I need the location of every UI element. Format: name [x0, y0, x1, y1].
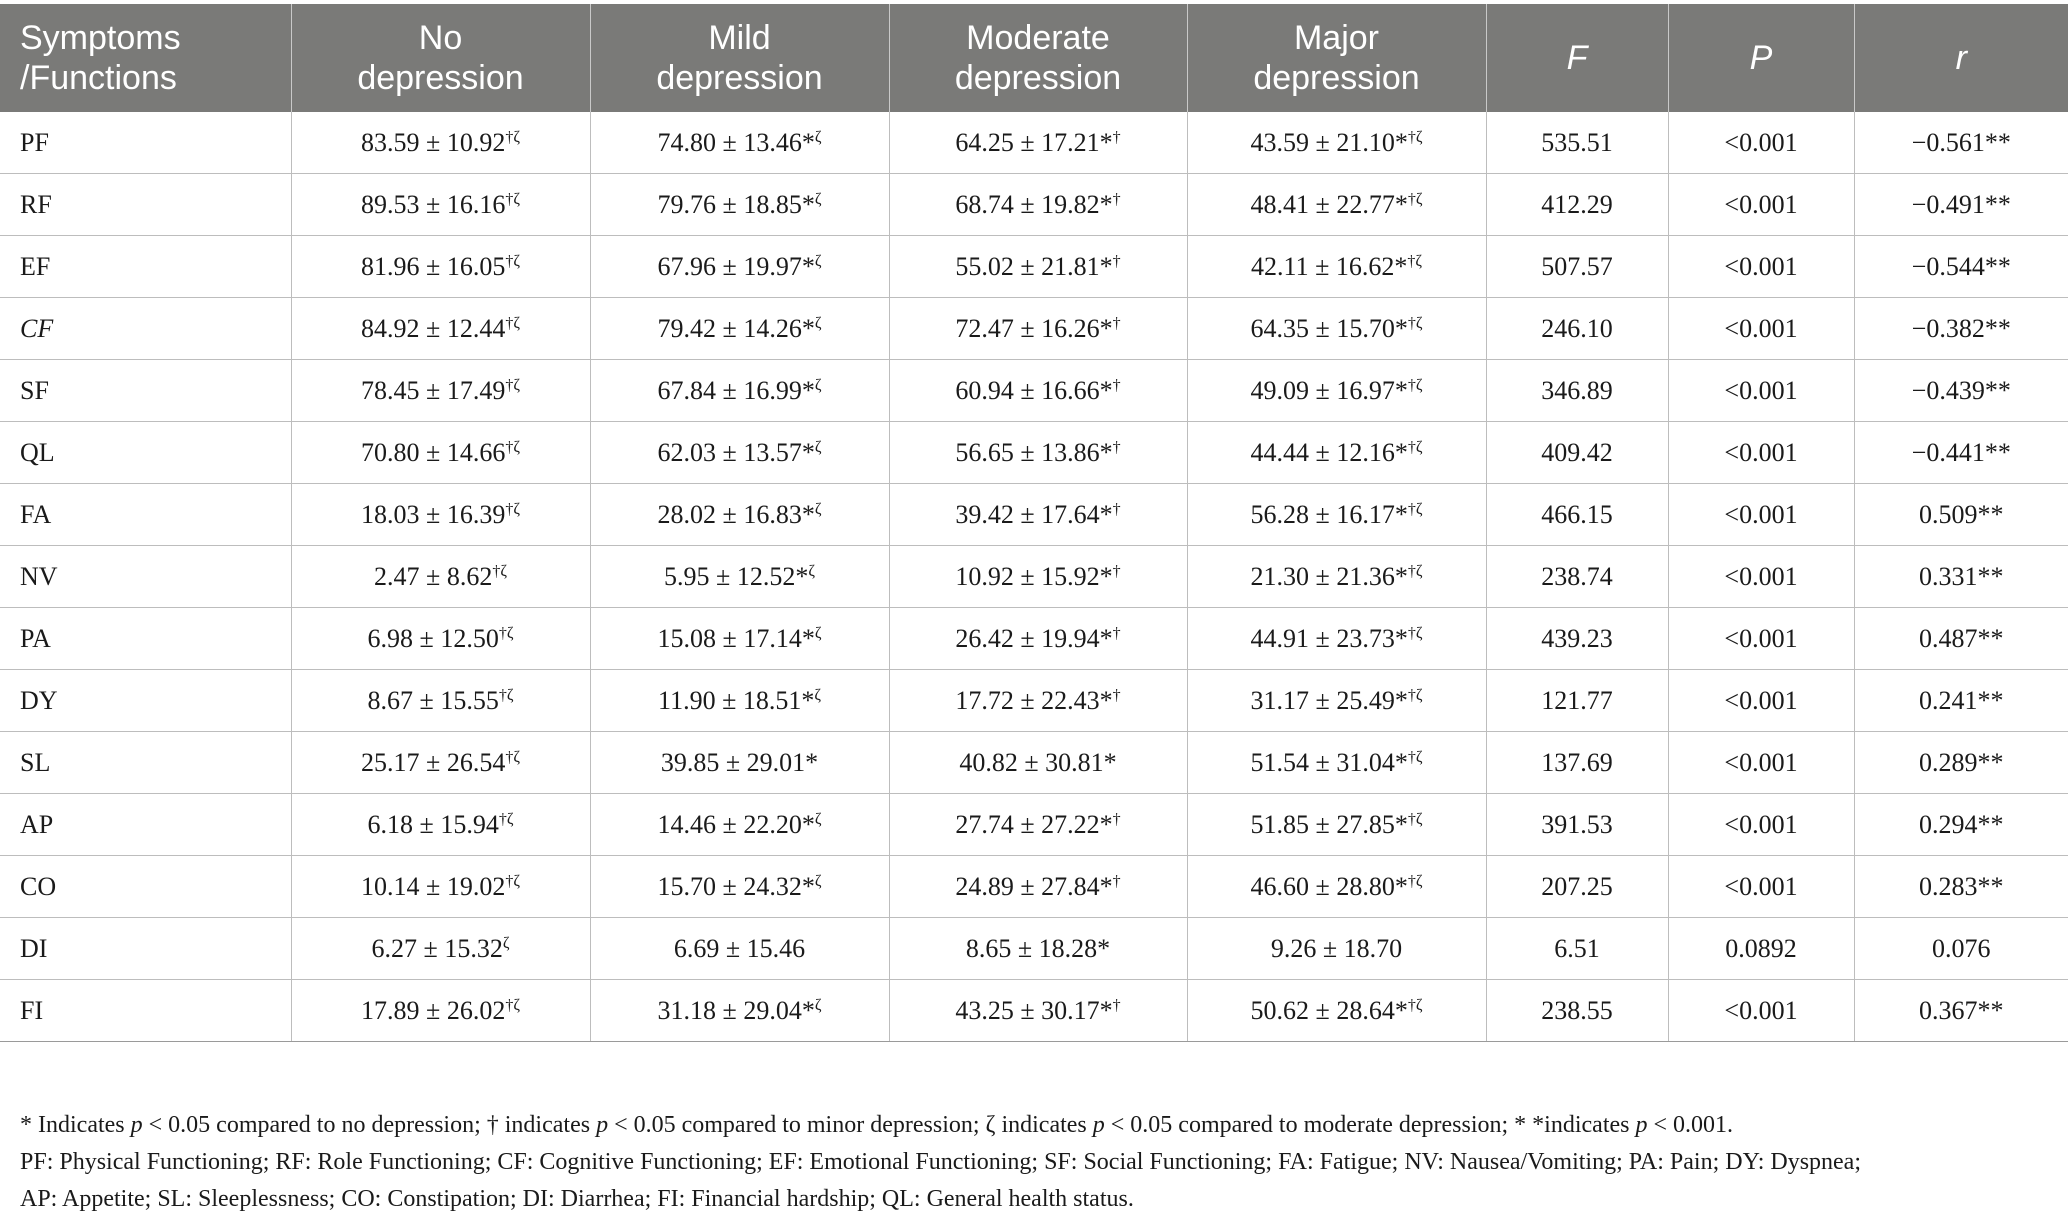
- f-value-cell: 207.25: [1486, 856, 1668, 918]
- results-table: [0, 4, 2068, 1042]
- mean-sd-value: 43.59 ± 21.10*: [1250, 127, 1408, 157]
- mean-sd-value: 17.72 ± 22.43*: [955, 685, 1113, 715]
- significance-marker: †: [1112, 438, 1121, 456]
- mean-sd-value: 51.54 ± 31.04*: [1250, 747, 1408, 777]
- mean-sd-value: 15.08 ± 17.14*: [657, 623, 815, 653]
- f-value-cell: 535.51: [1486, 112, 1668, 174]
- mean-sd-value: 72.47 ± 16.26*: [955, 313, 1113, 343]
- row-label: PF: [0, 112, 291, 174]
- significance-marker: †: [1112, 252, 1121, 270]
- value-cell: [291, 298, 590, 360]
- mean-sd-value: 62.03 ± 13.57*: [657, 437, 815, 467]
- mean-sd-value: 44.44 ± 12.16*: [1250, 437, 1408, 467]
- mean-sd-value: 79.42 ± 14.26*: [657, 313, 815, 343]
- value-cell: [1187, 608, 1486, 670]
- significance-marker: ζ: [814, 624, 822, 642]
- mean-sd-value: 55.02 ± 21.81*: [955, 251, 1113, 281]
- row-label: DI: [0, 918, 291, 980]
- significance-marker: †: [1112, 996, 1121, 1014]
- value-cell: [590, 422, 889, 484]
- mean-sd-value: 43.25 ± 30.17*: [955, 995, 1113, 1025]
- value-cell: [889, 732, 1187, 794]
- p-value-cell: <0.001: [1668, 608, 1854, 670]
- value-cell: [889, 794, 1187, 856]
- mean-sd-value: 89.53 ± 16.16: [361, 189, 506, 219]
- f-value-cell: 137.69: [1486, 732, 1668, 794]
- significance-marker: †ζ: [505, 748, 520, 766]
- table-row: [0, 794, 2068, 856]
- row-label: SL: [0, 732, 291, 794]
- mean-sd-value: 10.92 ± 15.92*: [955, 561, 1113, 591]
- significance-marker: ζ: [814, 686, 821, 704]
- significance-marker: ζ: [814, 128, 822, 146]
- significance-marker: †ζ: [1407, 996, 1423, 1014]
- header-text-line: depression: [656, 59, 823, 97]
- f-value-cell: 121.77: [1486, 670, 1668, 732]
- significance-marker: †: [1112, 686, 1121, 704]
- value-cell: [291, 484, 590, 546]
- mean-sd-value: 68.74 ± 19.82*: [955, 189, 1113, 219]
- row-label: AP: [0, 794, 291, 856]
- value-cell: [291, 112, 590, 174]
- p-value-cell: <0.001: [1668, 732, 1854, 794]
- table-row: [0, 360, 2068, 422]
- row-label: CF: [0, 298, 291, 360]
- value-cell: [889, 918, 1187, 980]
- value-cell: [590, 546, 889, 608]
- f-value-cell: 246.10: [1486, 298, 1668, 360]
- value-cell: [1187, 732, 1486, 794]
- footnote-italic-p: p: [1635, 1112, 1648, 1138]
- mean-sd-value: 6.69 ± 15.46: [673, 933, 806, 963]
- table-row: [0, 670, 2068, 732]
- mean-sd-value: 81.96 ± 16.05: [361, 251, 506, 281]
- mean-sd-value: 56.65 ± 13.86*: [955, 437, 1113, 467]
- mean-sd-value: 21.30 ± 21.36*: [1250, 561, 1408, 591]
- value-cell: [291, 546, 590, 608]
- header-text-line: depression: [357, 59, 524, 97]
- mean-sd-value: 6.18 ± 15.94: [367, 809, 499, 839]
- significance-marker: †ζ: [505, 376, 520, 394]
- header-moderate-depression: [889, 4, 1187, 112]
- mean-sd-value: 40.82 ± 30.81*: [959, 747, 1117, 777]
- significance-marker: †: [1112, 190, 1121, 208]
- significance-marker: †ζ: [498, 686, 514, 704]
- footnote-text: * Indicates: [20, 1112, 131, 1138]
- header-text-line: F: [1566, 39, 1588, 77]
- value-cell: [889, 112, 1187, 174]
- value-cell: [291, 918, 590, 980]
- significance-marker: †ζ: [1407, 314, 1423, 332]
- value-cell: [1187, 484, 1486, 546]
- significance-marker: †: [1112, 624, 1121, 642]
- value-cell: [590, 236, 889, 298]
- value-cell: [1187, 794, 1486, 856]
- significance-marker: †ζ: [1407, 810, 1423, 828]
- value-cell: [590, 174, 889, 236]
- value-cell: [1187, 856, 1486, 918]
- mean-sd-value: 60.94 ± 16.66*: [955, 375, 1113, 405]
- significance-marker: ζ: [808, 562, 815, 580]
- value-cell: [889, 174, 1187, 236]
- mean-sd-value: 14.46 ± 22.20*: [657, 809, 815, 839]
- f-value-cell: 346.89: [1486, 360, 1668, 422]
- mean-sd-value: 31.17 ± 25.49*: [1250, 685, 1408, 715]
- p-value-cell: <0.001: [1668, 794, 1854, 856]
- r-value-cell: 0.076: [1854, 918, 2068, 980]
- table-row: [0, 918, 2068, 980]
- table-row: [0, 298, 2068, 360]
- row-label: DY: [0, 670, 291, 732]
- r-value-cell: 0.283**: [1854, 856, 2068, 918]
- significance-marker: †ζ: [1407, 624, 1423, 642]
- mean-sd-value: 18.03 ± 16.39: [361, 499, 506, 529]
- value-cell: [291, 670, 590, 732]
- header-text-line: depression: [1253, 59, 1420, 97]
- value-cell: [1187, 918, 1486, 980]
- r-value-cell: −0.439**: [1854, 360, 2068, 422]
- significance-marker: †ζ: [505, 252, 520, 270]
- value-cell: [590, 112, 889, 174]
- row-label: PA: [0, 608, 291, 670]
- r-value-cell: 0.294**: [1854, 794, 2068, 856]
- mean-sd-value: 49.09 ± 16.97*: [1250, 375, 1408, 405]
- row-label: FA: [0, 484, 291, 546]
- p-value-cell: <0.001: [1668, 856, 1854, 918]
- mean-sd-value: 48.41 ± 22.77*: [1250, 189, 1408, 219]
- r-value-cell: −0.561**: [1854, 112, 2068, 174]
- significance-marker: †ζ: [1407, 872, 1423, 890]
- table-row: [0, 732, 2068, 794]
- mean-sd-value: 2.47 ± 8.62: [374, 561, 493, 591]
- mean-sd-value: 10.14 ± 19.02: [361, 871, 506, 901]
- mean-sd-value: 39.42 ± 17.64*: [955, 499, 1113, 529]
- f-value-cell: 409.42: [1486, 422, 1668, 484]
- value-cell: [291, 422, 590, 484]
- r-value-cell: 0.331**: [1854, 546, 2068, 608]
- mean-sd-value: 8.65 ± 18.28*: [965, 933, 1111, 963]
- header-text-line: No: [418, 19, 463, 57]
- mean-sd-value: 31.18 ± 29.04*: [657, 995, 815, 1025]
- footnote-abbreviations-1: PF: Physical Functioning; RF: Role Functioning; CF: Cognitive Functioning; EF: Emotional Functioning; SF: Social Functioning; FA: Fatigue; NV: Nausea/Vomiting; PA: Pain; DY: Dyspnea;: [20, 1149, 1862, 1175]
- value-cell: [889, 546, 1187, 608]
- significance-marker: †ζ: [1407, 438, 1423, 456]
- value-cell: [889, 360, 1187, 422]
- significance-marker: †: [1112, 500, 1121, 518]
- row-label: RF: [0, 174, 291, 236]
- mean-sd-value: 39.85 ± 29.01*: [660, 747, 819, 777]
- p-value-cell: <0.001: [1668, 484, 1854, 546]
- significance-marker: †: [1112, 376, 1121, 394]
- value-cell: [590, 980, 889, 1042]
- value-cell: [1187, 360, 1486, 422]
- value-cell: [1187, 112, 1486, 174]
- value-cell: [291, 732, 590, 794]
- mean-sd-value: 83.59 ± 10.92: [361, 127, 506, 157]
- header-text-line: Moderate: [966, 19, 1110, 57]
- footnote-italic-p: p: [1092, 1112, 1105, 1138]
- value-cell: [1187, 174, 1486, 236]
- footnote-text: < 0.05 compared to minor depression; ζ indicates: [608, 1112, 1093, 1138]
- significance-marker: ζ: [502, 934, 510, 952]
- significance-marker: †ζ: [505, 500, 520, 518]
- header-mild-depression: [590, 4, 889, 112]
- value-cell: [590, 918, 889, 980]
- row-label: FI: [0, 980, 291, 1042]
- p-value-cell: <0.001: [1668, 546, 1854, 608]
- table-row: [0, 856, 2068, 918]
- p-value-cell: <0.001: [1668, 236, 1854, 298]
- table-footnotes: [20, 1107, 2050, 1218]
- mean-sd-value: 64.25 ± 17.21*: [955, 127, 1113, 157]
- value-cell: [1187, 546, 1486, 608]
- header-text-line: Major: [1293, 19, 1380, 57]
- value-cell: [1187, 298, 1486, 360]
- mean-sd-value: 8.67 ± 15.55: [367, 685, 499, 715]
- value-cell: [590, 856, 889, 918]
- p-value-cell: <0.001: [1668, 112, 1854, 174]
- table-row: [0, 608, 2068, 670]
- value-cell: [590, 608, 889, 670]
- header-text-line: /Functions: [20, 59, 177, 97]
- table-row: [0, 546, 2068, 608]
- mean-sd-value: 70.80 ± 14.66: [361, 437, 506, 467]
- r-value-cell: 0.241**: [1854, 670, 2068, 732]
- f-value-cell: 6.51: [1486, 918, 1668, 980]
- value-cell: [590, 670, 889, 732]
- header-r: [1854, 4, 2068, 112]
- value-cell: [291, 360, 590, 422]
- significance-marker: †: [1112, 128, 1121, 146]
- value-cell: [291, 794, 590, 856]
- value-cell: [1187, 980, 1486, 1042]
- mean-sd-value: 27.74 ± 27.22*: [955, 809, 1113, 839]
- mean-sd-value: 44.91 ± 23.73*: [1250, 623, 1408, 653]
- f-value-cell: 507.57: [1486, 236, 1668, 298]
- p-value-cell: 0.0892: [1668, 918, 1854, 980]
- row-label: NV: [0, 546, 291, 608]
- mean-sd-value: 84.92 ± 12.44: [361, 313, 506, 343]
- r-value-cell: 0.367**: [1854, 980, 2068, 1042]
- header-f: [1486, 4, 1668, 112]
- footnote-text: < 0.05 compared to moderate depression; * *indicates: [1104, 1112, 1636, 1138]
- significance-marker: †ζ: [505, 872, 520, 890]
- r-value-cell: −0.441**: [1854, 422, 2068, 484]
- significance-marker: ζ: [814, 252, 822, 270]
- value-cell: [291, 856, 590, 918]
- mean-sd-value: 11.90 ± 18.51*: [658, 685, 815, 715]
- row-label: CO: [0, 856, 291, 918]
- significance-marker: †ζ: [1407, 252, 1422, 270]
- header-text-line: depression: [954, 59, 1122, 97]
- significance-marker: †: [1112, 314, 1121, 332]
- value-cell: [590, 484, 889, 546]
- p-value-cell: <0.001: [1668, 360, 1854, 422]
- value-cell: [889, 236, 1187, 298]
- header-text-line: P: [1749, 39, 1773, 77]
- significance-marker: ζ: [814, 190, 822, 208]
- p-value-cell: <0.001: [1668, 174, 1854, 236]
- mean-sd-value: 24.89 ± 27.84*: [955, 871, 1113, 901]
- value-cell: [889, 856, 1187, 918]
- significance-marker: †ζ: [1407, 376, 1423, 394]
- p-value-cell: <0.001: [1668, 298, 1854, 360]
- r-value-cell: 0.487**: [1854, 608, 2068, 670]
- footnote-significance: [20, 1107, 2050, 1144]
- significance-marker: †ζ: [498, 810, 514, 828]
- mean-sd-value: 79.76 ± 18.85*: [657, 189, 815, 219]
- p-value-cell: <0.001: [1668, 422, 1854, 484]
- mean-sd-value: 46.60 ± 28.80*: [1250, 871, 1408, 901]
- value-cell: [1187, 670, 1486, 732]
- r-value-cell: 0.509**: [1854, 484, 2068, 546]
- header-no-depression: [291, 4, 590, 112]
- f-value-cell: 466.15: [1486, 484, 1668, 546]
- value-cell: [889, 484, 1187, 546]
- mean-sd-value: 78.45 ± 17.49: [361, 375, 506, 405]
- mean-sd-value: 26.42 ± 19.94*: [955, 623, 1113, 653]
- significance-marker: †: [1112, 810, 1121, 828]
- table-row: [0, 980, 2068, 1042]
- p-value-cell: <0.001: [1668, 670, 1854, 732]
- mean-sd-value: 67.84 ± 16.99*: [657, 375, 815, 405]
- mean-sd-value: 15.70 ± 24.32*: [657, 871, 815, 901]
- value-cell: [291, 608, 590, 670]
- significance-marker: †ζ: [505, 996, 520, 1014]
- r-value-cell: 0.289**: [1854, 732, 2068, 794]
- mean-sd-value: 64.35 ± 15.70*: [1250, 313, 1408, 343]
- value-cell: [590, 794, 889, 856]
- mean-sd-value: 74.80 ± 13.46*: [657, 127, 815, 157]
- f-value-cell: 391.53: [1486, 794, 1668, 856]
- table-row: [0, 236, 2068, 298]
- header-text-line: Mild: [708, 19, 771, 57]
- value-cell: [291, 980, 590, 1042]
- mean-sd-value: 6.27 ± 15.32: [371, 933, 503, 963]
- value-cell: [291, 174, 590, 236]
- row-label: QL: [0, 422, 291, 484]
- significance-marker: †ζ: [492, 562, 507, 580]
- mean-sd-value: 5.95 ± 12.52*: [664, 561, 809, 591]
- table-row: [0, 112, 2068, 174]
- f-value-cell: 412.29: [1486, 174, 1668, 236]
- significance-marker: †ζ: [498, 624, 514, 642]
- header-text-line: Symptoms: [20, 19, 181, 57]
- value-cell: [1187, 236, 1486, 298]
- value-cell: [291, 236, 590, 298]
- significance-marker: ζ: [814, 438, 822, 456]
- f-value-cell: 439.23: [1486, 608, 1668, 670]
- f-value-cell: 238.74: [1486, 546, 1668, 608]
- table-row: [0, 484, 2068, 546]
- row-label: SF: [0, 360, 291, 422]
- table-row: [0, 422, 2068, 484]
- significance-marker: ζ: [814, 314, 822, 332]
- p-value-cell: <0.001: [1668, 980, 1854, 1042]
- mean-sd-value: 67.96 ± 19.97*: [657, 251, 815, 281]
- significance-marker: ζ: [814, 810, 822, 828]
- mean-sd-value: 50.62 ± 28.64*: [1250, 995, 1408, 1025]
- f-value-cell: 238.55: [1486, 980, 1668, 1042]
- significance-marker: †ζ: [505, 128, 520, 146]
- value-cell: [590, 298, 889, 360]
- significance-marker: ζ: [814, 376, 822, 394]
- value-cell: [889, 670, 1187, 732]
- significance-marker: †ζ: [1407, 562, 1423, 580]
- r-value-cell: −0.382**: [1854, 298, 2068, 360]
- header-symptoms-functions: [0, 4, 291, 112]
- footnote-italic-p: p: [596, 1112, 609, 1138]
- header-p: [1668, 4, 1854, 112]
- footnote-text: < 0.001.: [1647, 1112, 1734, 1138]
- footnote-italic-p: p: [130, 1112, 143, 1138]
- significance-marker: †: [1112, 872, 1121, 890]
- footnote-abbreviations-2: AP: Appetite; SL: Sleeplessness; CO: Constipation; DI: Diarrhea; FI: Financial hardship; QL: General health status.: [20, 1186, 1134, 1212]
- significance-marker: †ζ: [1407, 686, 1423, 704]
- mean-sd-value: 25.17 ± 26.54: [361, 747, 506, 777]
- significance-marker: †: [1112, 562, 1121, 580]
- r-value-cell: −0.544**: [1854, 236, 2068, 298]
- value-cell: [889, 980, 1187, 1042]
- results-table-container: [0, 4, 2068, 1042]
- significance-marker: †ζ: [505, 438, 520, 456]
- footnote-text: < 0.05 compared to no depression; † indicates: [142, 1112, 597, 1138]
- header-major-depression: [1187, 4, 1486, 112]
- mean-sd-value: 56.28 ± 16.17*: [1250, 499, 1408, 529]
- mean-sd-value: 9.26 ± 18.70: [1270, 933, 1403, 963]
- value-cell: [889, 422, 1187, 484]
- header-text-line: r: [1955, 39, 1967, 77]
- significance-marker: †ζ: [505, 314, 520, 332]
- mean-sd-value: 6.98 ± 12.50: [367, 623, 499, 653]
- value-cell: [590, 360, 889, 422]
- significance-marker: †ζ: [1407, 500, 1423, 518]
- significance-marker: †ζ: [1407, 190, 1423, 208]
- r-value-cell: −0.491**: [1854, 174, 2068, 236]
- significance-marker: ζ: [814, 996, 822, 1014]
- value-cell: [889, 608, 1187, 670]
- value-cell: [889, 298, 1187, 360]
- significance-marker: ζ: [814, 872, 822, 890]
- value-cell: [590, 732, 889, 794]
- table-body: [0, 112, 2068, 1042]
- table-row: [0, 174, 2068, 236]
- significance-marker: ζ: [814, 500, 822, 518]
- table-header-row: [0, 4, 2068, 112]
- significance-marker: †ζ: [505, 190, 520, 208]
- mean-sd-value: 51.85 ± 27.85*: [1250, 809, 1408, 839]
- mean-sd-value: 28.02 ± 16.83*: [657, 499, 815, 529]
- value-cell: [1187, 422, 1486, 484]
- mean-sd-value: 17.89 ± 26.02: [361, 995, 506, 1025]
- significance-marker: †ζ: [1407, 748, 1423, 766]
- row-label: EF: [0, 236, 291, 298]
- significance-marker: †ζ: [1407, 128, 1423, 146]
- mean-sd-value: 42.11 ± 16.62*: [1251, 251, 1408, 281]
